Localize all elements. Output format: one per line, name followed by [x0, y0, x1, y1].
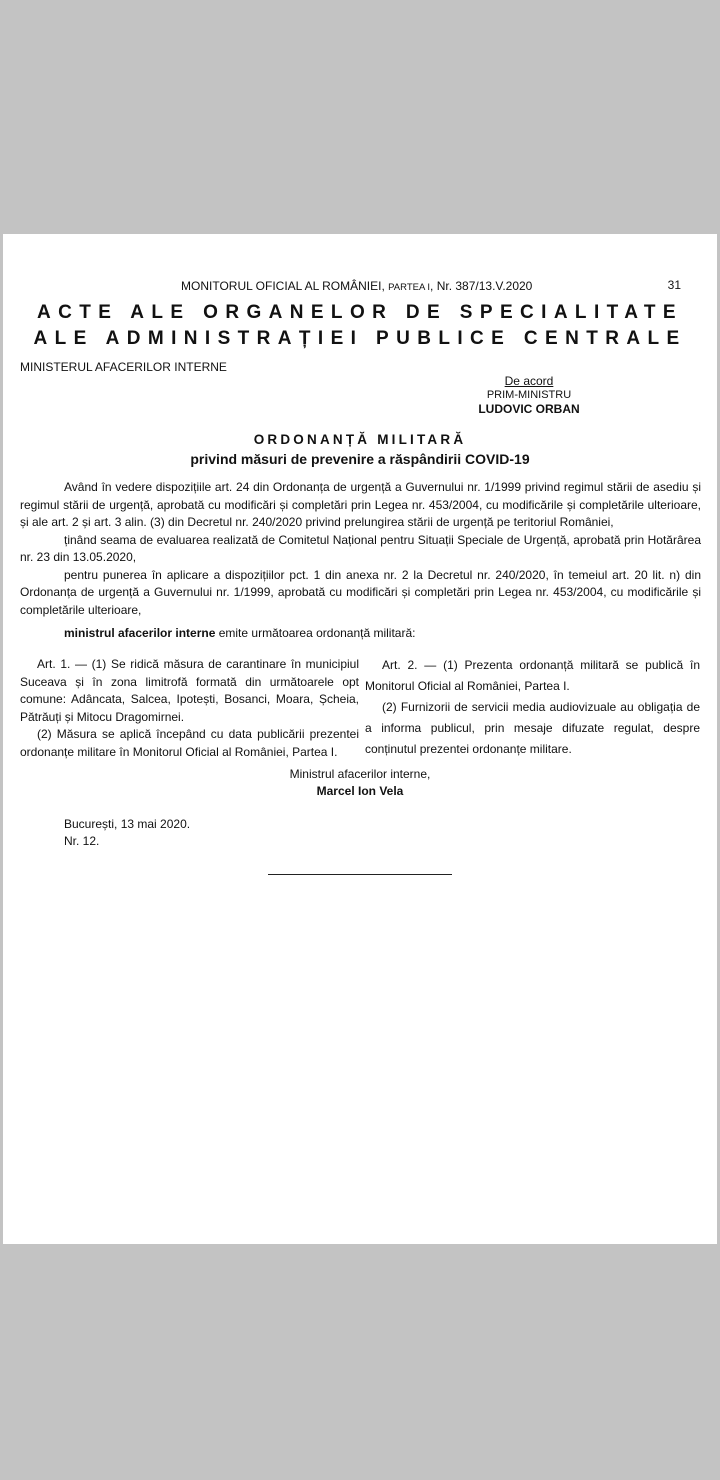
approval-agreement: De acord	[504, 374, 554, 388]
place-date: București, 13 mai 2020.	[64, 817, 191, 831]
article-2	[365, 655, 700, 760]
approval-name: LUDOVIC ORBAN	[478, 402, 580, 416]
section-title-line-2: ALE ADMINISTRAȚIEI PUBLICE CENTRALE	[33, 328, 687, 349]
preamble-paragraph: ținând seama de evaluarea realizată de Comitetul Național pentru Situații Speciale de Urgență, aprobată prin Hotărârea nr. 23 din 13.05.2020,	[20, 532, 701, 564]
issuer-name: ministrul afacerilor interne	[64, 626, 216, 640]
approval-role: PRIM-MINISTRU	[486, 389, 572, 401]
end-divider	[268, 874, 452, 875]
order-number: Nr. 12.	[64, 834, 100, 848]
issuer-line	[64, 626, 416, 640]
article-paragraph: (2) Furnizorii de servicii media audiovizuale au obligația de a informa publicul, prin mesaje difuzate regulat, despre conținutul prezentei ordonanțe militare.	[365, 700, 700, 756]
document-title: ORDONANȚĂ MILITARĂ	[253, 432, 467, 447]
issuer-text: emite următoarea ordonanță militară:	[215, 626, 416, 640]
section-title-line-1: ACTE ALE ORGANELOR DE SPECIALITATE	[36, 302, 684, 323]
place-date-block	[64, 816, 190, 850]
signer-name: Marcel Ion Vela	[316, 784, 404, 798]
journal-name: MONITORUL OFICIAL AL ROMÂNIEI,	[181, 279, 389, 293]
journal-header	[181, 279, 532, 293]
journal-issue: , Nr. 387/13.V.2020	[430, 279, 533, 293]
signature-block	[3, 766, 717, 800]
preamble-paragraph: Având în vedere dispozițiile art. 24 din Ordonanța de urgență a Guvernului nr. 1/1999 privind regimul stării de asediu și regimul stării de urgență, aprobată cu modificări și completări prin Legea nr. 453/2004, cu modificările și completările ulterioare, și ale art. 2 și art. 3 alin. (3) din Decretul nr. 240/2020 privind prelungirea stării de urgență pe teritoriul României,	[20, 480, 701, 529]
page-number: 31	[667, 278, 681, 292]
article-paragraph: Art. 2. — (1) Prezenta ordonanță militară se publică în Monitorul Oficial al României, Partea I.	[365, 658, 700, 693]
journal-part: PARTEA I	[388, 282, 431, 293]
article-paragraph: Art. 1. — (1) Se ridică măsura de carantinare în municipiul Suceava și în zona limitrofă formată din următoarele opt comune: Adâncata, Salcea, Ipotești, Bosanci, Moara, Șcheia, Pătrăuți și Mitocu Dragomirnei.	[20, 657, 359, 724]
signer-role: Ministrul afacerilor interne,	[289, 767, 431, 781]
document-page	[3, 234, 717, 1244]
article-1	[20, 656, 359, 761]
article-paragraph: (2) Măsura se aplică începând cu data publicării prezentei ordonanțe militare în Monitorul Oficial al României, Partea I.	[20, 727, 359, 759]
document-subtitle: privind măsuri de prevenire a răspândirii COVID-19	[190, 451, 530, 467]
ministry-name: MINISTERUL AFACERILOR INTERNE	[20, 360, 227, 374]
preamble	[20, 479, 701, 619]
preamble-paragraph: pentru punerea în aplicare a dispozițiilor pct. 1 din anexa nr. 2 la Decretul nr. 240/2020, în temeiul art. 20 lit. n) din Ordonanța de urgență a Guvernului nr. 1/1999, aprobată cu modificări și completări prin Legea nr. 453/2004, cu modificările și completările ulterioare,	[20, 567, 701, 617]
approval-block	[449, 374, 609, 416]
